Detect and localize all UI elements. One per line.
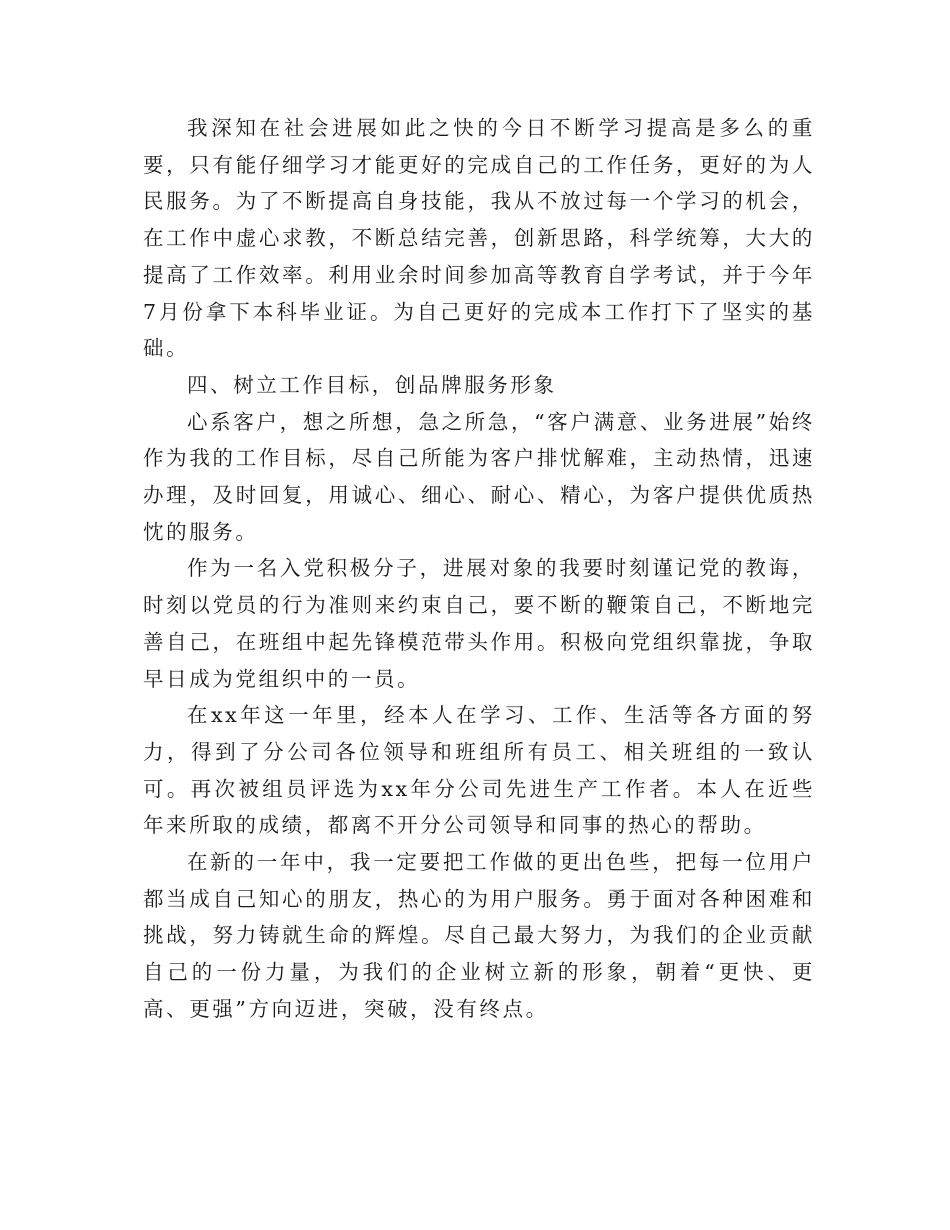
- section-heading-goals: 四、树立工作目标，创品牌服务形象: [187, 372, 557, 397]
- paragraph-achievements: 在xx年这一年里，经本人在学习、工作、生活等各方面的努力，得到了分公司各位领导和班组所有员工、相关班组的一致认可。再次被组员评选为xx年分公司先进生产工作者。本人在近些年来所取的成绩，都离不开分公司领导和同事的热心的帮助。: [143, 703, 815, 838]
- document-body: [143, 110, 815, 1028]
- paragraph-new-year: 在新的一年中，我一定要把工作做的更出色些，把每一位用户都当成自己知心的朋友，热心的为用户服务。勇于面对各种困难和挑战，努力铸就生命的辉煌。尽自己最大努力，为我们的企业贡献自己的一份力量，为我们的企业树立新的形象，朝着“更快、更高、更强”方向迈进，突破，没有终点。: [143, 850, 815, 1021]
- paragraph-party: 作为一名入党积极分子，进展对象的我要时刻谨记党的教诲，时刻以党员的行为准则来约束自己，要不断的鞭策自己，不断地完善自己，在班组中起先锋模范带头作用。积极向党组织靠拢，争取早日成为党组织中的一员。: [143, 556, 815, 691]
- paragraph-customers: 心系客户，想之所想，急之所急，“客户满意、业务进展”始终作为我的工作目标，尽自己所能为客户排忧解难，主动热情，迅速办理，及时回复，用诚心、细心、耐心、精心，为客户提供优质热忱的服务。: [143, 409, 815, 544]
- paragraph-study: 我深知在社会进展如此之快的今日不断学习提高是多么的重要，只有能仔细学习才能更好的完成自己的工作任务，更好的为人民服务。为了不断提高自身技能，我从不放过每一个学习的机会，在工作中虚心求教，不断总结完善，创新思路，科学统筹，大大的提高了工作效率。利用业余时间参加高等教育自学考试，并于今年7月份拿下本科毕业证。为自己更好的完成本工作打下了坚实的基础。: [143, 116, 815, 361]
